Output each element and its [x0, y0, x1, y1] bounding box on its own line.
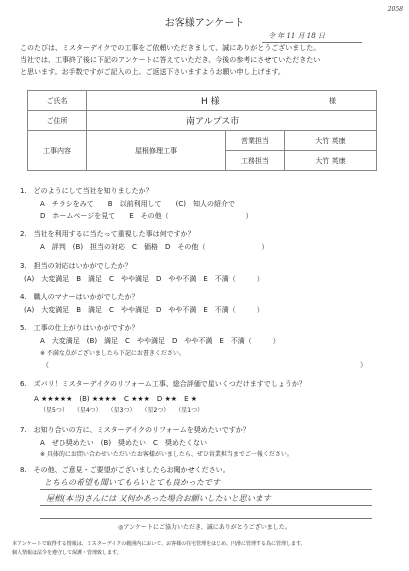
question-6-stars: A ★★★★★ (B) ★★★★ C ★★★ D ★★ E ★ — [34, 395, 198, 403]
question-7-note: ※ 具体的にお問い合わせいただいたお客様がいましたら、ぜひ営業担当までご一報ください。 — [40, 451, 293, 458]
question-4-options: (A) 大変満足 B 満足 C やや満足 D やや不満 E 不満（ ） — [24, 306, 264, 314]
question-6: 6. ズバリ！ミスターデイクのリフォーム工事、総合評価で星いくつだけますでしょうか？ — [20, 380, 306, 388]
survey-date: 令 年 11 月 18 日 — [268, 32, 325, 40]
question-4: 4. 職人のマナーはいかがでしたか？ — [20, 293, 139, 301]
work-value: 屋根修理工事 — [87, 131, 226, 171]
question-5-note: ※ 不満な点がございましたら下記にお書きください。 — [40, 350, 185, 357]
page-title: お客様アンケート — [164, 18, 245, 29]
question-5-options: A 大変満足 (B) 満足 C やや満足 D やや不満 E 不満（ ） — [40, 337, 280, 345]
address-label: ご住所 — [28, 111, 87, 131]
construction-value: 大竹 英康 — [285, 151, 377, 171]
question-2-options: A 評判 (B) 担当の対応 C 価格 D その他（ ） — [40, 243, 269, 251]
construction-label: 工務担当 — [226, 151, 285, 171]
intro-line-1: このたびは、ミスターデイクでの工事をご依頼いただきまして、誠にありがとうございました。 — [20, 44, 321, 52]
footer-line-2: 個人情報は法令を遵守して保護・管理致します。 — [12, 550, 122, 556]
question-5-close-bracket: ） — [360, 361, 367, 369]
question-1: 1. どのようにして当社を知りましたか？ — [20, 187, 153, 195]
question-1-options-b: D ホームページを見て E その他（ ） — [40, 212, 253, 220]
question-7-options: A ぜひ奨めたい (B) 奨めたい C 奨めたくない — [40, 439, 207, 447]
name-suffix: 様 — [329, 97, 336, 105]
sales-label: 営業担当 — [226, 131, 285, 151]
intro-line-3: と思います。お手数ですがご記入の上、ご返送下さいますようお願い申し上げます。 — [20, 68, 285, 76]
question-1-options-a: A チラシをみて B 以前利用して (C) 知人の紹介で — [40, 200, 235, 208]
question-5-open-bracket: （ — [42, 361, 49, 369]
question-5: 5. 工事の仕上がりはいかがですか？ — [20, 324, 139, 332]
question-3: 3. 担当の対応はいかがでしたか？ — [20, 262, 132, 270]
intro-line-2: 当社では、工事終了後に下記のアンケートに答えていただき、今後の参考にさせていただきたい — [20, 56, 321, 64]
thanks-message: ◎アンケートにご協力いただき、誠にありがとうございました。 — [118, 524, 291, 531]
question-3-options: (A) 大変満足 B 満足 C やや満足 D やや不満 E 不満（ ） — [24, 275, 264, 283]
question-7: 7. お知り合いの方に、ミスターデイクのリフォームを奨めたいですか？ — [20, 426, 250, 434]
name-label: ご氏名 — [28, 91, 87, 111]
customer-info-table — [27, 90, 377, 171]
name-value: H 様 — [201, 97, 220, 107]
question-8: 8. その他、ご意見・ご要望がございましたらお聞かせください。 — [20, 466, 230, 474]
handwritten-comment-line-1: とちらの希望も聞いてもらいとても良かったです — [44, 478, 220, 487]
sales-value: 大竹 英康 — [285, 131, 377, 151]
address-value: 南アルプス市 — [186, 117, 240, 127]
question-6-star-labels: （星5つ） （星4つ） （星3つ） （星2つ） （星1つ） — [40, 407, 204, 414]
work-label: 工事内容 — [28, 131, 87, 171]
corner-note: 2058 — [387, 6, 403, 13]
question-2: 2. 当社を利用するに当たって重視した事は何ですか？ — [20, 230, 195, 238]
handwritten-comment-line-2: 屋根(本当)さんには 又何かあった場合お願いしたいと思います — [46, 494, 271, 503]
footer-line-1: 本アンケートで取得する情報は、ミスターデイクの範囲内において、お客様の住宅管理をはじめ、円滑に管理する為に管理します。 — [12, 541, 306, 547]
